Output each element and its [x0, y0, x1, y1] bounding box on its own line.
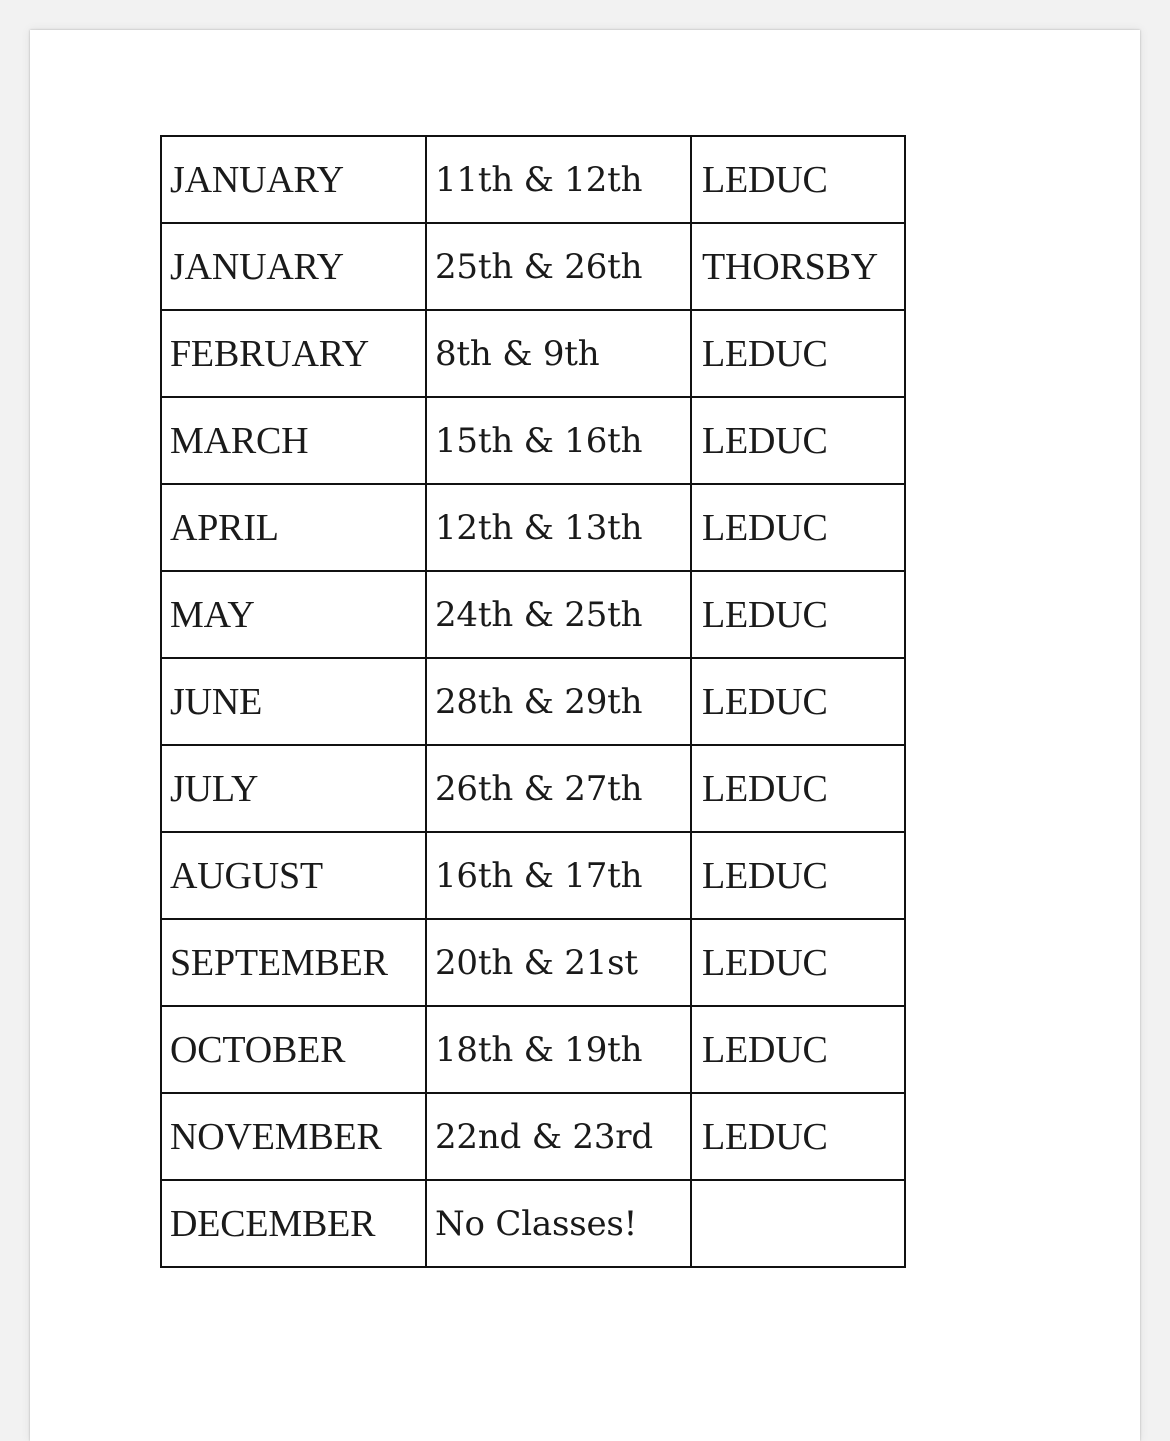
- location-cell: THORSBY: [691, 223, 905, 310]
- location-cell: [691, 1180, 905, 1267]
- table-row: [161, 919, 905, 1006]
- month-cell: MARCH: [161, 397, 426, 484]
- location-cell: LEDUC: [691, 136, 905, 223]
- month-cell: JANUARY: [161, 136, 426, 223]
- month-cell: DECEMBER: [161, 1180, 426, 1267]
- month-cell: JANUARY: [161, 223, 426, 310]
- schedule-body: [161, 136, 905, 1267]
- month-cell: JULY: [161, 745, 426, 832]
- location-cell: LEDUC: [691, 658, 905, 745]
- table-row: [161, 1093, 905, 1180]
- table-row: [161, 484, 905, 571]
- table-row: [161, 310, 905, 397]
- month-cell: OCTOBER: [161, 1006, 426, 1093]
- location-cell: LEDUC: [691, 397, 905, 484]
- month-cell: NOVEMBER: [161, 1093, 426, 1180]
- dates-cell: 28th & 29th: [426, 658, 691, 745]
- dates-cell: 24th & 25th: [426, 571, 691, 658]
- table-row: [161, 397, 905, 484]
- location-cell: LEDUC: [691, 1093, 905, 1180]
- month-cell: MAY: [161, 571, 426, 658]
- dates-cell: 11th & 12th: [426, 136, 691, 223]
- location-cell: LEDUC: [691, 310, 905, 397]
- month-cell: AUGUST: [161, 832, 426, 919]
- dates-cell: 22nd & 23rd: [426, 1093, 691, 1180]
- table-row: [161, 1180, 905, 1267]
- dates-cell: 12th & 13th: [426, 484, 691, 571]
- location-cell: LEDUC: [691, 919, 905, 1006]
- table-row: [161, 658, 905, 745]
- table-row: [161, 571, 905, 658]
- table-row: [161, 745, 905, 832]
- dates-cell: 8th & 9th: [426, 310, 691, 397]
- dates-cell: No Classes!: [426, 1180, 691, 1267]
- month-cell: APRIL: [161, 484, 426, 571]
- table-row: [161, 223, 905, 310]
- location-cell: LEDUC: [691, 1006, 905, 1093]
- dates-cell: 20th & 21st: [426, 919, 691, 1006]
- location-cell: LEDUC: [691, 484, 905, 571]
- document-page: [30, 30, 1140, 1441]
- table-row: [161, 832, 905, 919]
- table-row: [161, 1006, 905, 1093]
- location-cell: LEDUC: [691, 745, 905, 832]
- dates-cell: 26th & 27th: [426, 745, 691, 832]
- month-cell: JUNE: [161, 658, 426, 745]
- location-cell: LEDUC: [691, 832, 905, 919]
- dates-cell: 18th & 19th: [426, 1006, 691, 1093]
- dates-cell: 15th & 16th: [426, 397, 691, 484]
- dates-cell: 16th & 17th: [426, 832, 691, 919]
- month-cell: FEBRUARY: [161, 310, 426, 397]
- month-cell: SEPTEMBER: [161, 919, 426, 1006]
- location-cell: LEDUC: [691, 571, 905, 658]
- class-schedule-table: [160, 135, 906, 1268]
- dates-cell: 25th & 26th: [426, 223, 691, 310]
- table-row: [161, 136, 905, 223]
